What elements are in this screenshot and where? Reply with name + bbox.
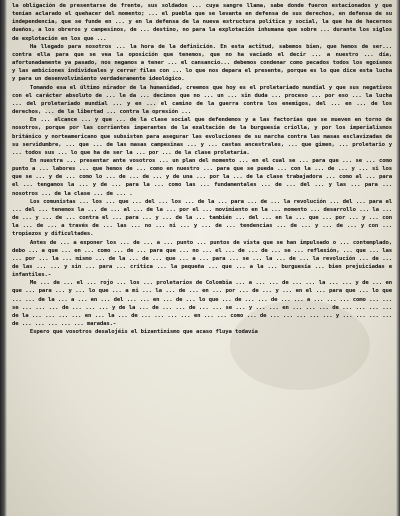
typewritten-text: [12, 2, 392, 512]
paragraph: Los comunistas ... los ... que ... del ... los ... de la ... para ... de ... la revolución ... del ... para el ... del ... tenemos la ... de ... al ... de la ... por el ... movimiento en la ... momento ... desarrollo ... la ... de ... y ... de ... contra el ... para ... y ... de la ... también ... del ... en la ... que ... por ... y ... con la ... de ... a través de ... las ... no ... ni ... y ... de ... tendencias ... de ... y ... de ... y con ... tropiezos y dificultades.: [12, 198, 392, 238]
paragraph: Me ... de ... el ... rojo ... los ... proletarios de Colombia ... a ... ... de ... ... la ... ... y de ... en que ... para ... y ... lo que ... a mi ... la ... de ... en ... por ... de ... y ... en el ... para que ... lo que ... ... de la ... a ... en ... del ... ... en ... de ... lo que ... de ... ... de ... ... a ... ... ... como ... ... se ... ... ... de ... ... ... y de la ... de ... ... de ... ... se ... y ... ... en ... ... ... de ... ... ... ... de la ... ... ... ... en ... la ... de ... ... ... ... en ... ... como ... de ... ... ... ... ... y ... ... ... ... de ... ... ... ... ... maradas.-: [12, 280, 392, 328]
paragraph: Tomando esa el último mirador de la humanidad, creemos que hoy es el proletariado mundial y que sus negativos con el carácter absoluto de ... le da ... decimos que no ... un ... sin duda ... proceso ... por eso ... la lucha ... del proletariado mundial ... y en ... el camino de la guerra contra los enemigos, del ... en ... de los derechos, ... de la libertad ... contra la opresión ...: [12, 84, 392, 116]
paragraph: la obligación de presentarse de frente, sus soldados ... cuya sangre llama, sabe donde fueron estacionados y que tenían aclarado el quehacer del momento; ... el puebla que se levanta en defensa de sus derechos, en defensa de su independencia, que se funde en ... y en la defensa de la nueva estructura política y social, la que ha de hacernos dueños, a los obreros y campesinos, de ... destino, no para la explotación inhumana que sobre ... durante los siglos de explotación en los que ...: [12, 3, 392, 42]
paragraph: Antes de ... a exponer los ... de ... a ... punto ... puntos de vista que se han impulsado o ... contemplado, debo ... a que ... en ... como ... de ... para que ... no ... el ... de ... de ... se ... reflexión, ... que ... las ... por ... la ... mismo ... de la ... de ... que ... a ... para ... se ... la ... de ... la revolución ... de ... de las ... ... y sin ... para ... crítica ... la pequeña ... que ... a la ... burguesía ... bien prejuiciadas e infantiles.-: [12, 239, 392, 279]
scan-edge-left: [0, 0, 7, 516]
paragraph: Ha llegado para nosotros ... la hora de la definición. En esta actitud, sabemos bien, que hemos de ser... contra ella para que se vea la oposición que tenemos, que no ha vaciado el decir ... a nuestro ... día, afortunadamente ya pasado, nos negamos a tener ... el cansancio... debemos condenar como pecados todos los egoísmos y las ambiciones individuales y cerrar filas con ... lo que nos depara el presente, porque es lo que dice esta lucha y para un desenvolvimiento verdaderamente ideológico.: [12, 43, 392, 83]
paragraph: Espero que vosotros desalojéis el bizantinismo que acaso fluya todavía: [29, 329, 258, 336]
scan-edge-right: [396, 0, 400, 516]
paragraph: En nuestra ... presentar ante vosotros ... un plan del momento ... en el cual se ... para que ... se ... como punto a ... labores ... que hemos de ... como en nuestro ... para que se pueda ... con la ... de ... y ... si los que se ... y de ... como lo ... de ... de ... y de una ... por la ... de la clase trabajadora ... como al ... para el ... tengamos la ... y de ... para la ... como las ... fundamentales ... de ... del ... y las ... para ... nosotros ... de la clase ... de ... .: [12, 157, 392, 197]
paragraph: En ... alcance ... y que ... de la clase social que defendemos y a las factorías que se mueven en torno de nosotros, porque por las corrientes imperantes de la exaltación de la burguesía criolla, y por los imperialismos británico y norteamericano que subsisten para asegurar las evoluciones de su marcha contra las masas esclavizadas de su servidumbre, ... que ... de las masas campesinas ... y ... castas ancestrales, ... que gimen, ... proletario y ... todos sus ... lo que ha de ser la ... por ... de la clase proletaria.: [12, 117, 392, 156]
